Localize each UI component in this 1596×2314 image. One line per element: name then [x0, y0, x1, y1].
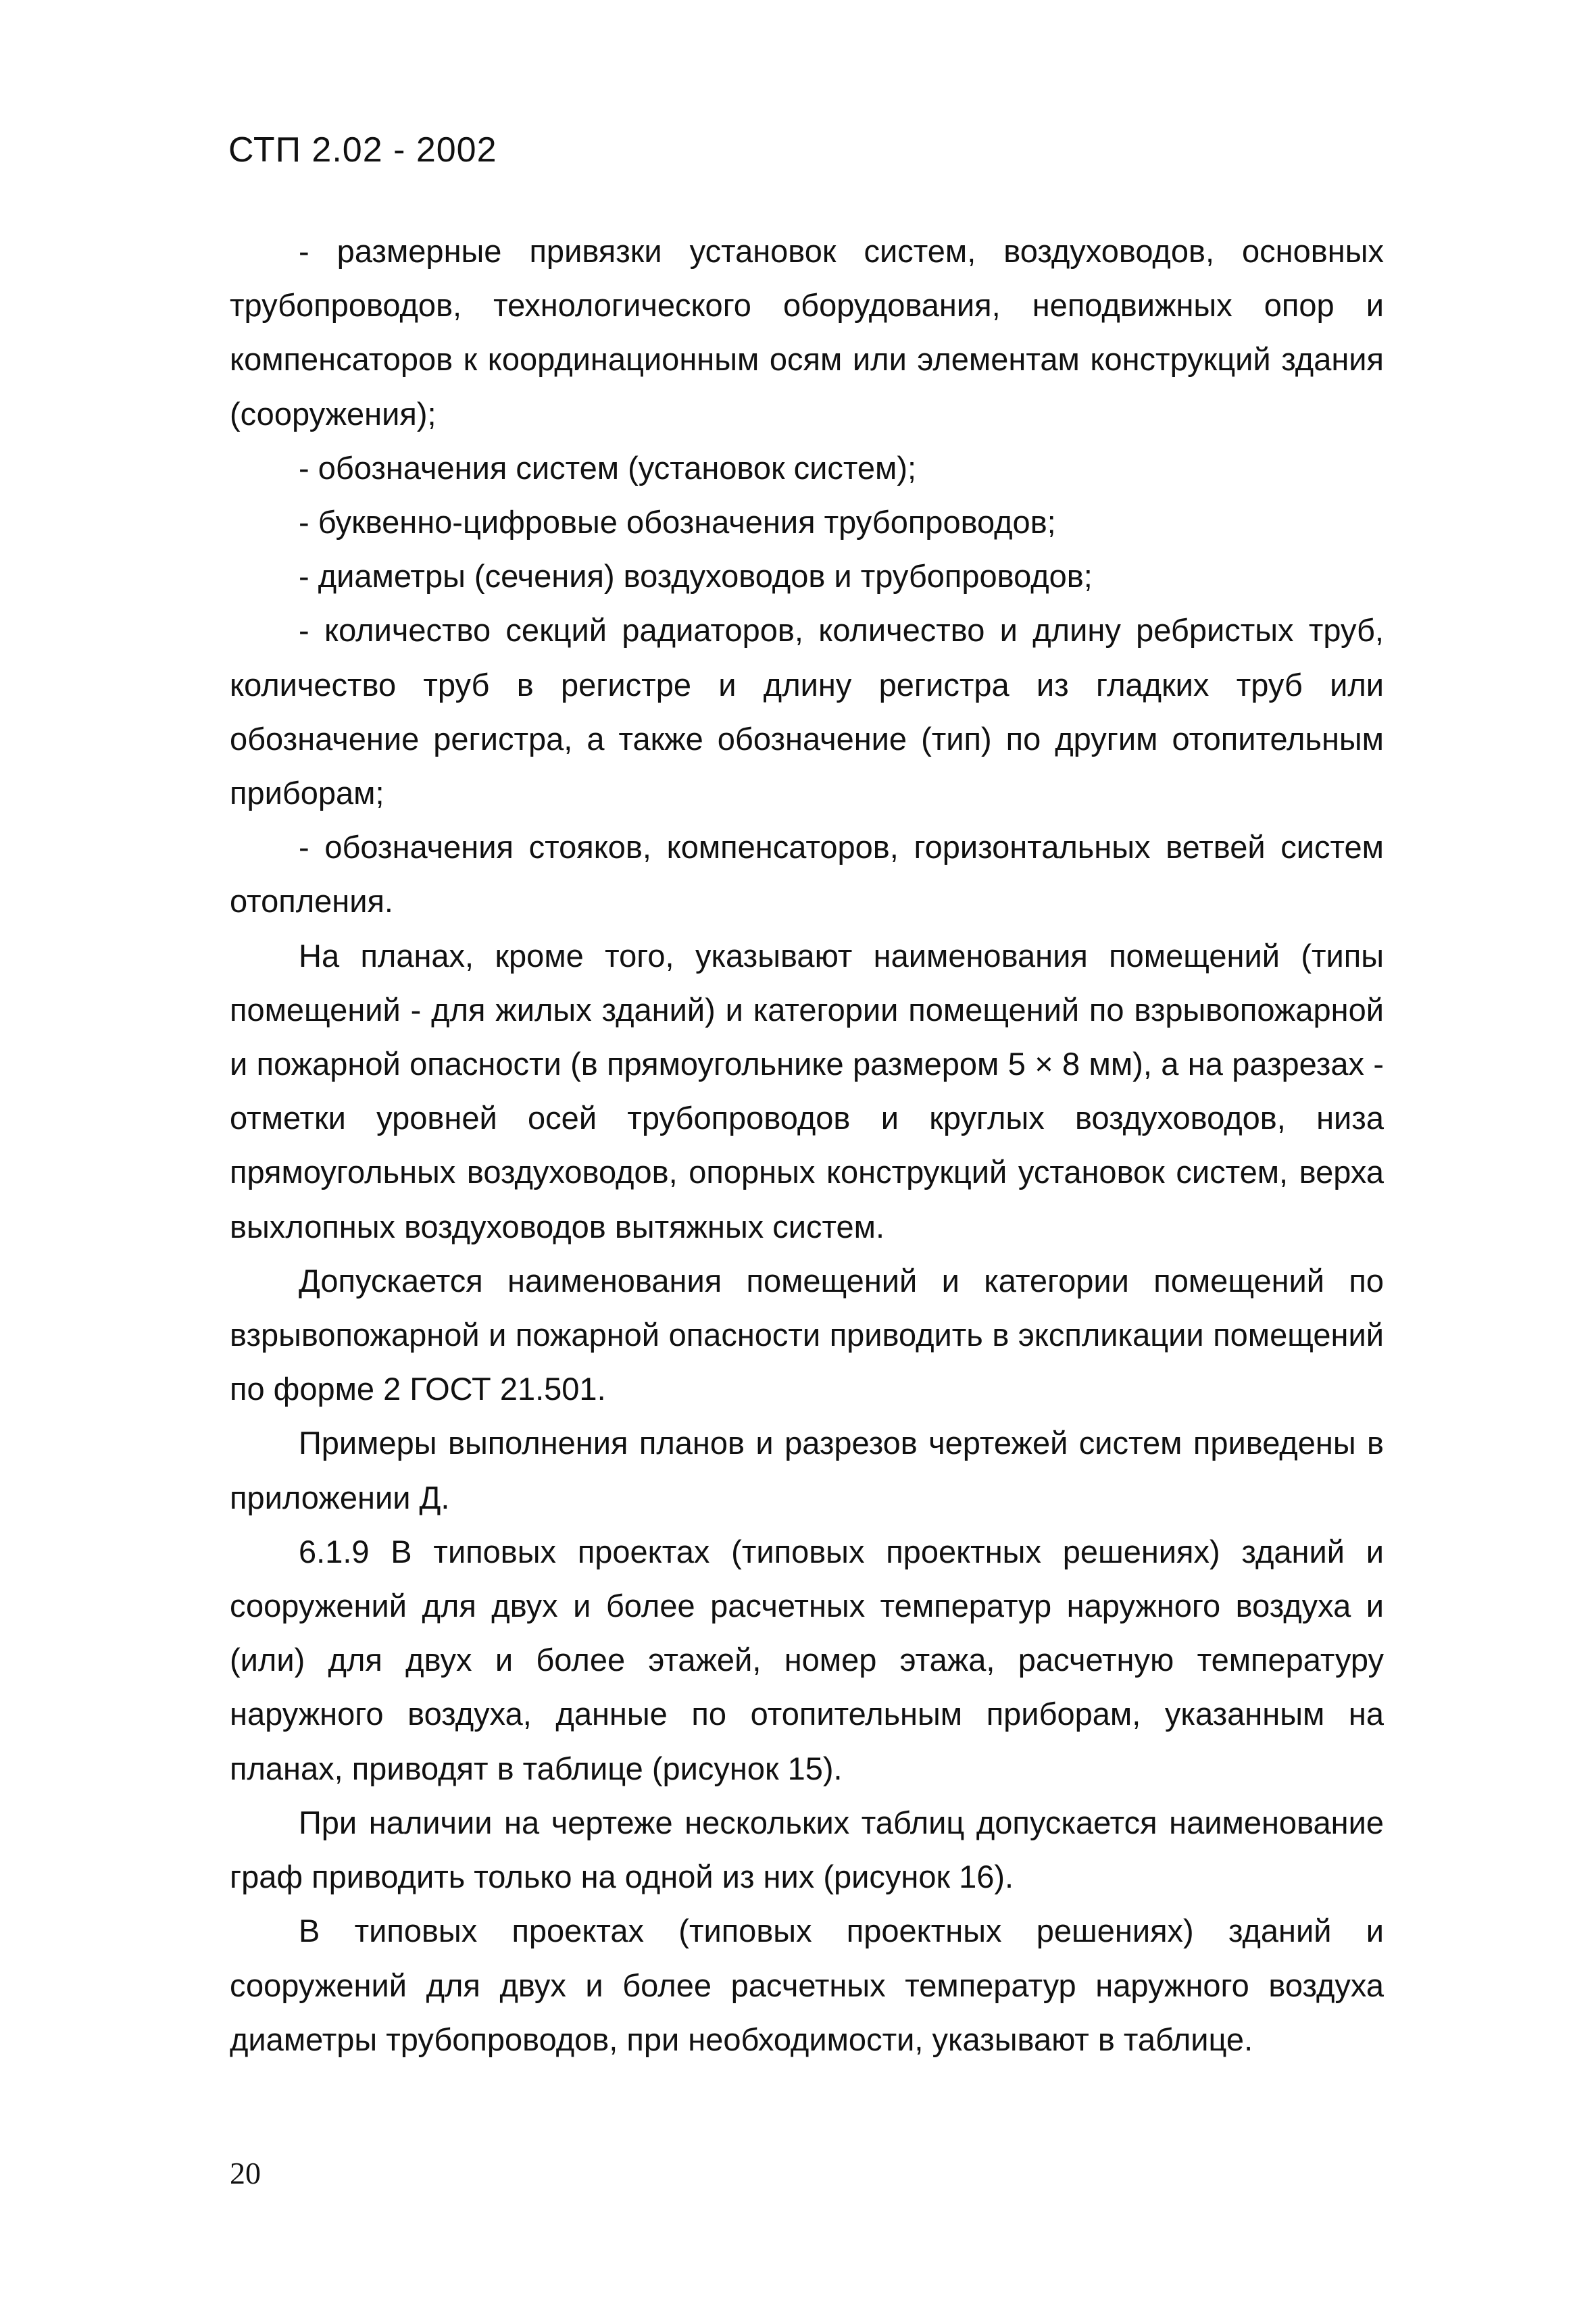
page-number: 20	[230, 2156, 261, 2190]
paragraph-examples-reference: Примеры выполнения планов и разрезов чертежей систем приведены в приложении Д.	[230, 1425, 1384, 1515]
paragraph-multiple-tables: При наличии на чертеже нескольких таблиц допускается наименование граф приводить только на одной из них (рисунок 16).	[230, 1804, 1384, 1895]
paragraph-system-designations: - обозначения систем (установок систем);	[299, 449, 917, 486]
document-body	[230, 224, 1384, 2067]
paragraph-section-6-1-9: 6.1.9 В типовых проектах (типовых проектных решениях) зданий и сооружений для двух и более расчетных температур наружного воздуха и (или) для двух и более этажей, номер этажа, расчетную температуру наружного воздуха, данные по отопительным приборам, указанным на планах, приводят в таблице (рисунок 15).	[230, 1533, 1384, 1786]
paragraph-pipeline-designations: - буквенно-цифровые обозначения трубопроводов;	[299, 504, 1056, 540]
paragraph-riser-designations: - обозначения стояков, компенсаторов, горизонтальных ветвей систем отопления.	[230, 829, 1384, 920]
paragraph-room-names-and-levels: На планах, кроме того, указывают наименования помещений (типы помещений - для жилых зданий) и категории помещений по взрывопожарной и пожарной опасности (в прямоугольнике размером 5 × 8 мм), а на разрезах - отметки уровней осей трубопроводов и круглых воздуховодов, низа прямоугольных воздуховодов, опорных конструкций установок систем, верха выхлопных воздуховодов вытяжных систем.	[230, 937, 1384, 1244]
paragraph-room-explication: Допускается наименования помещений и категории помещений по взрывопожарной и пожарной опасности приводить в экспликации помещений по форме 2 ГОСТ 21.501.	[230, 1262, 1384, 1407]
document-header: СТП 2.02 - 2002	[228, 130, 497, 170]
paragraph-pipe-diameter-table: В типовых проектах (типовых проектных решениях) зданий и сооружений для двух и более расчетных температур наружного воздуха диаметры трубопроводов, при необходимости, указывают в таблице.	[230, 1913, 1384, 2057]
paragraph-dimension-bindings: - размерные привязки установок систем, воздуховодов, основных трубопроводов, технологического оборудования, неподвижных опор и компенсаторов к координационным осям или элементам конструкций здания (сооружения);	[230, 233, 1384, 432]
paragraph-radiator-quantities: - количество секций радиаторов, количество и длину ребристых труб, количество труб в регистре и длину регистра из гладких труб или обозначение регистра, а также обозначение (тип) по другим отопительным приборам;	[230, 612, 1384, 811]
paragraph-duct-pipe-diameters: - диаметры (сечения) воздуховодов и трубопроводов;	[299, 558, 1093, 595]
